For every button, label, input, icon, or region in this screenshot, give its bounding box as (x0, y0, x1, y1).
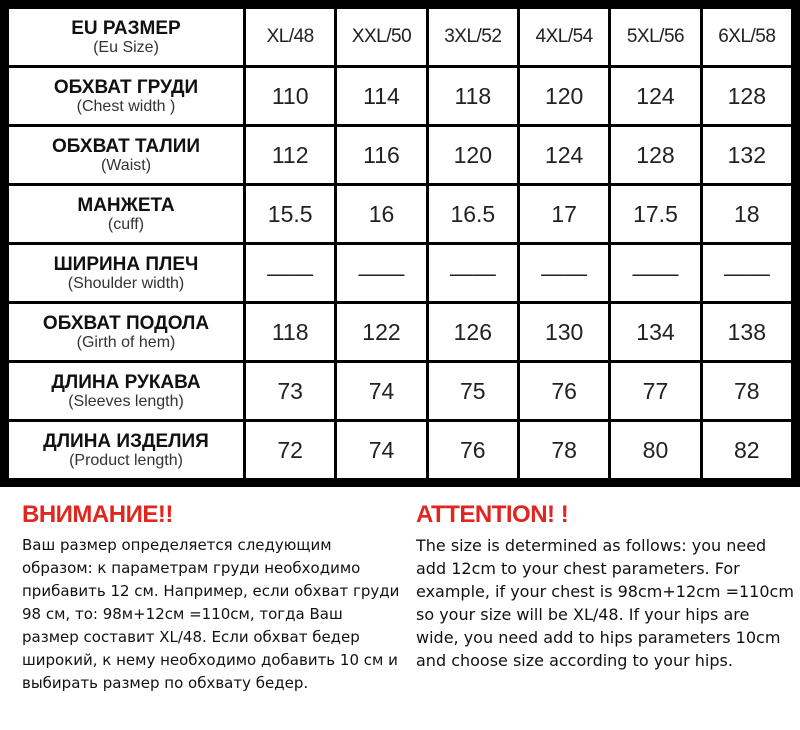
table-row (9, 186, 791, 242)
row-label-ru: МАНЖЕТА (77, 194, 175, 216)
table-cell: 76 (429, 422, 517, 478)
header-row (9, 9, 791, 65)
attention-title-ru: ВНИМАНИЕ!! (22, 501, 173, 528)
table-cell: 138 (703, 304, 791, 360)
table-cell: 16.5 (429, 186, 517, 242)
row-label-cell (9, 127, 243, 183)
row-label-ru: ОБХВАТ ПОДОЛА (42, 312, 210, 334)
note-english (416, 494, 796, 672)
table-cell: 116 (337, 127, 425, 183)
row-label-en: (Product length) (69, 451, 183, 469)
table-cell: 118 (429, 68, 517, 124)
table-row (9, 363, 791, 419)
table-cell: 120 (520, 68, 608, 124)
table-cell: 16 (337, 186, 425, 242)
attention-text-ru: Ваш размер определяется следующим образом: к параметрам груди необходимо прибавить 12 см. Например, если обхват груди 98 см, то: 98м+12см =110см, тогда Ваш размер составит XL/48. Если обхват бедер широкий, к нему необходимо добавить 10 см и выбирать размер по обхвату бедер. (22, 536, 400, 692)
table-cell: 120 (429, 127, 517, 183)
table-row (9, 245, 791, 301)
row-label-ru: ОБХВАТ ТАЛИИ (51, 135, 201, 157)
notes-section (0, 494, 800, 730)
table-cell: 74 (337, 422, 425, 478)
table-cell: 128 (611, 127, 699, 183)
row-label-en: (cuff) (107, 215, 145, 233)
table-cell: —— (429, 245, 517, 301)
size-header: 5XL/56 (611, 9, 699, 65)
row-label-cell (9, 68, 243, 124)
table-row (9, 304, 791, 360)
table-cell: 82 (703, 422, 791, 478)
row-label-en: (Waist) (100, 156, 152, 174)
size-header: XL/48 (246, 9, 334, 65)
header-label-ru: EU РАЗМЕР (71, 17, 181, 39)
table-cell: —— (703, 245, 791, 301)
table-cell: —— (337, 245, 425, 301)
table-cell: 78 (520, 422, 608, 478)
table-cell: 73 (246, 363, 334, 419)
table-cell: 132 (703, 127, 791, 183)
attention-text-en: The size is determined as follows: you need add 12cm to your chest parameters. For example, if your chest is 98cm+12cm =110cm so your size will be XL/48. If your hips are wide, you need add to hips parameters 10cm and choose size according to your hips. (416, 536, 794, 670)
table-row (9, 422, 791, 478)
table-cell: 78 (703, 363, 791, 419)
table-cell: 72 (246, 422, 334, 478)
row-label-cell (9, 186, 243, 242)
size-header: XXL/50 (337, 9, 425, 65)
row-label-en: (Girth of hem) (76, 333, 176, 351)
row-label-ru: ДЛИНА РУКАВА (51, 371, 201, 393)
size-table (6, 6, 794, 481)
row-label-cell (9, 304, 243, 360)
table-cell: 124 (520, 127, 608, 183)
size-header: 3XL/52 (429, 9, 517, 65)
size-header: 6XL/58 (703, 9, 791, 65)
table-cell: 77 (611, 363, 699, 419)
row-label-ru: ШИРИНА ПЛЕЧ (53, 253, 199, 275)
table-cell: 74 (337, 363, 425, 419)
header-label-en: (Eu Size) (93, 38, 159, 56)
table-cell: 114 (337, 68, 425, 124)
table-cell: —— (246, 245, 334, 301)
table-row (9, 68, 791, 124)
attention-title-en: ATTENTION! ! (416, 501, 569, 528)
table-cell: 75 (429, 363, 517, 419)
row-label-ru: ДЛИНА ИЗДЕЛИЯ (43, 430, 209, 452)
table-cell: 130 (520, 304, 608, 360)
table-cell: 118 (246, 304, 334, 360)
row-label-en: (Shoulder width) (67, 274, 185, 292)
table-cell: 112 (246, 127, 334, 183)
table-cell: 134 (611, 304, 699, 360)
note-russian (22, 494, 402, 695)
table-cell: 17.5 (611, 186, 699, 242)
header-label-cell (9, 9, 243, 65)
table-cell: —— (611, 245, 699, 301)
size-header: 4XL/54 (520, 9, 608, 65)
table-cell: —— (520, 245, 608, 301)
table-cell: 80 (611, 422, 699, 478)
table-cell: 124 (611, 68, 699, 124)
table-cell: 15.5 (246, 186, 334, 242)
table-row (9, 127, 791, 183)
row-label-en: (Chest width ) (76, 97, 176, 115)
row-label-cell (9, 422, 243, 478)
row-label-ru: ОБХВАТ ГРУДИ (53, 76, 199, 98)
row-label-cell (9, 363, 243, 419)
row-label-en: (Sleeves length) (68, 392, 184, 410)
table-cell: 126 (429, 304, 517, 360)
table-cell: 76 (520, 363, 608, 419)
row-label-cell (9, 245, 243, 301)
table-cell: 17 (520, 186, 608, 242)
table-cell: 128 (703, 68, 791, 124)
table-cell: 110 (246, 68, 334, 124)
table-cell: 18 (703, 186, 791, 242)
table-cell: 122 (337, 304, 425, 360)
